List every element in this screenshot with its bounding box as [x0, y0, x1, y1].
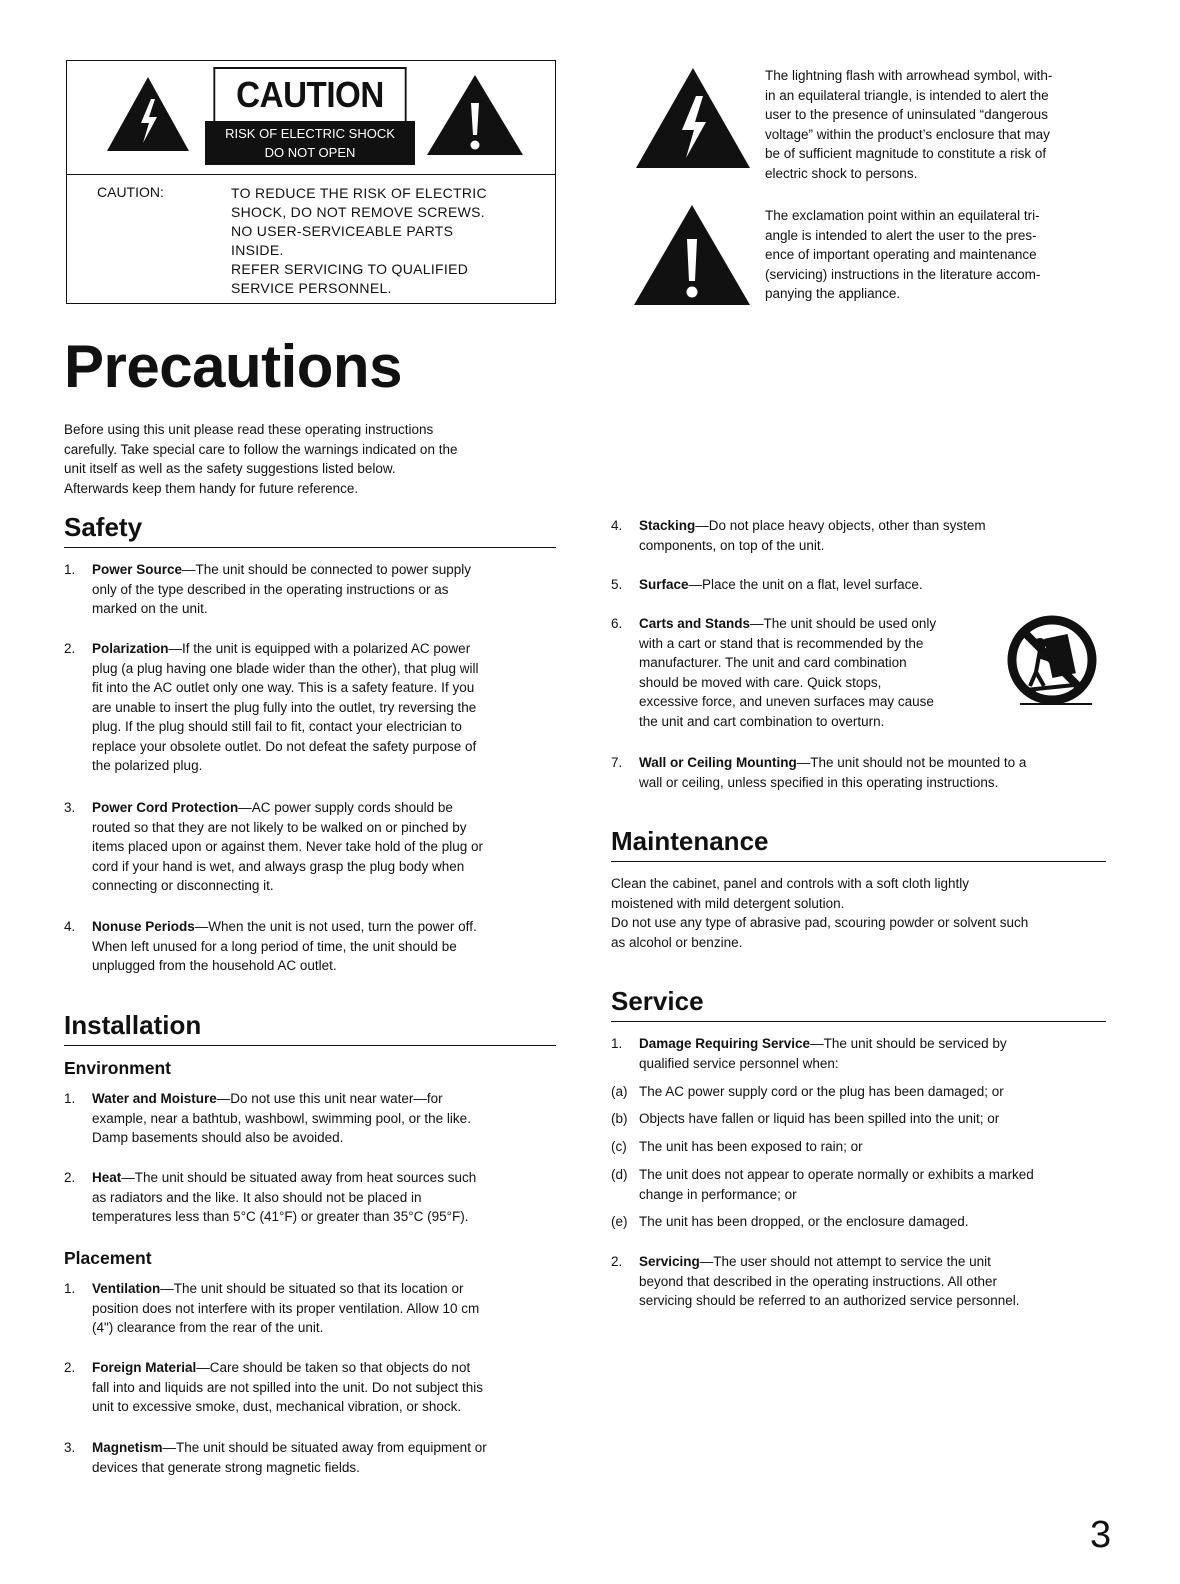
- safety-item-power-cord: [64, 798, 556, 898]
- lightning-symbol-icon: [634, 66, 752, 170]
- item-line: with a cart or stand that is recommended by the: [639, 635, 924, 651]
- item-line: —The unit should be situated away from heat sources such: [121, 1170, 477, 1185]
- env-item-water: [64, 1089, 556, 1149]
- item-line: —If the unit is equipped with a polarized AC power: [168, 641, 471, 656]
- subitem-line: The unit does not appear to operate normally or exhibits a marked: [639, 1167, 1034, 1182]
- item-line: —The unit should be connected to power supply: [182, 562, 471, 577]
- item-number: 1.: [64, 1091, 76, 1106]
- item-line: cord if your hand is wet, and always grasp the plug body when: [92, 858, 465, 874]
- exclamation-description: [765, 206, 1107, 304]
- item-number: 4.: [64, 919, 76, 934]
- item-line: replace your obsolete outlet. Do not defeat the safety purpose of: [92, 738, 477, 754]
- desc-line: user to the presence of uninsulated “dangerous: [765, 107, 1048, 122]
- item-line: —The unit should be used only: [750, 616, 937, 631]
- exclamation-symbol-icon: [632, 203, 752, 307]
- item-line: marked on the unit.: [92, 601, 208, 616]
- item-line: items placed upon or against them. Never take hold of the plug or: [92, 839, 483, 854]
- item-line: routed so that they are not likely to be walked on or pinched by: [92, 819, 467, 835]
- desc-line: electric shock to persons.: [765, 165, 918, 181]
- place-item-stacking: [611, 516, 1107, 556]
- item-line: are unable to insert the plug fully into the outlet, try reversing the: [92, 699, 477, 715]
- item-number: 2.: [64, 1170, 76, 1185]
- item-line: fit into the AC outlet only one way. This is a safety feature. If you: [92, 680, 475, 695]
- item-line: —The unit should not be mounted to a: [796, 755, 1027, 770]
- caution-title: CAUTION: [213, 67, 406, 121]
- caution-black-label: [205, 121, 415, 165]
- subitem-label: (e): [611, 1214, 628, 1229]
- caution-line1: RISK OF ELECTRIC SHOCK: [225, 126, 395, 141]
- item-title: Stacking: [639, 518, 696, 533]
- item-title: Nonuse Periods: [92, 919, 195, 934]
- desc-line: voltage” within the product’s enclosure that may: [765, 126, 1050, 142]
- item-title: Ventilation: [92, 1281, 161, 1296]
- placement-heading: Placement: [64, 1248, 152, 1268]
- item-line: —AC power supply cords should be: [238, 800, 453, 815]
- intro-line: carefully. Take special care to follow the warnings indicated on the: [64, 441, 458, 457]
- place-item-ventilation: [64, 1279, 556, 1339]
- item-line: components, on top of the unit.: [639, 537, 825, 553]
- service-subitem-d: [611, 1165, 1107, 1205]
- item-line: the polarized plug.: [92, 758, 203, 773]
- intro-line: Before using this unit please read these operating instructions: [64, 422, 434, 437]
- subitem-line: The unit has been exposed to rain; or: [639, 1139, 863, 1154]
- subitem-line: The AC power supply cord or the plug has been damaged; or: [639, 1084, 1004, 1099]
- item-line: servicing should be referred to an authorized service personnel.: [639, 1293, 1020, 1308]
- item-line: —The unit should be serviced by: [810, 1036, 1007, 1051]
- intro-line: Afterwards keep them handy for future reference.: [64, 480, 359, 496]
- subitem-label: (b): [611, 1111, 628, 1126]
- item-line: temperatures less than 5°C (41°F) or greater than 35°C (95°F).: [92, 1209, 469, 1224]
- item-title: Heat: [92, 1170, 122, 1185]
- maint-line: as alcohol or benzine.: [611, 934, 743, 950]
- safety-item-nonuse: [64, 917, 556, 977]
- item-line: only of the type described in the operating instructions or as: [92, 581, 449, 597]
- service-subitem-c: [611, 1137, 1107, 1157]
- caution-box: [66, 60, 556, 304]
- subitem-label: (d): [611, 1167, 628, 1182]
- item-title: Damage Requiring Service: [639, 1036, 811, 1051]
- item-line: —When the unit is not used, turn the power off.: [194, 919, 477, 934]
- environment-heading: Environment: [64, 1058, 171, 1078]
- caution-line2: DO NOT OPEN: [264, 145, 356, 160]
- item-line: position does not interfere with its proper ventilation. Allow 10 cm: [92, 1300, 480, 1316]
- service-subitem-b: [611, 1109, 1107, 1129]
- item-title: Power Source: [92, 562, 183, 577]
- item-number: 3.: [64, 800, 76, 815]
- item-number: 2.: [64, 641, 76, 656]
- service-item-damage: [611, 1034, 1107, 1074]
- safety-item-power-source: [64, 560, 556, 620]
- item-title: Foreign Material: [92, 1360, 197, 1375]
- item-line: Damp basements should also be avoided.: [92, 1130, 344, 1145]
- safety-item-polarization: [64, 639, 556, 779]
- cart-warning-icon: [1000, 614, 1104, 706]
- item-line: When left unused for a long period of time, the unit should be: [92, 938, 457, 954]
- item-line: unplugged from the household AC outlet.: [92, 958, 337, 973]
- maintenance-heading: Maintenance: [611, 826, 769, 856]
- item-line: fall into and liquids are not spilled into the unit. Do not subject this: [92, 1379, 483, 1395]
- item-number: 1.: [64, 1281, 76, 1296]
- place-item-surface: [611, 575, 1107, 595]
- maintenance-text: [611, 874, 1106, 952]
- item-line: —Place the unit on a flat, level surface.: [688, 577, 923, 592]
- item-title: Water and Moisture: [92, 1091, 217, 1106]
- item-line: devices that generate strong magnetic fields.: [92, 1459, 360, 1475]
- subitem-label: (a): [611, 1084, 628, 1099]
- item-number: 5.: [611, 577, 623, 592]
- desc-line: panying the appliance.: [765, 286, 901, 301]
- item-line: plug (a plug having one blade wider than the other), that plug will: [92, 660, 479, 676]
- installation-heading: Installation: [64, 1010, 202, 1040]
- caution-text-line: SERVICE PERSONNEL.: [231, 280, 392, 296]
- subitem-line: Objects have fallen or liquid has been spilled into the unit; or: [639, 1111, 1000, 1126]
- desc-line: (servicing) instructions in the literature accom-: [765, 266, 1041, 282]
- subitem-line: change in performance; or: [639, 1186, 797, 1202]
- caution-text-line: SHOCK, DO NOT REMOVE SCREWS.: [231, 204, 485, 220]
- desc-line: ence of important operating and maintenance: [765, 247, 1037, 262]
- item-line: wall or ceiling, unless specified in this operating instructions.: [639, 774, 999, 790]
- desc-line: in an equilateral triangle, is intended to alert the: [765, 87, 1049, 103]
- item-number: 3.: [64, 1440, 76, 1455]
- caution-text-label: CAUTION:: [97, 184, 164, 200]
- item-line: should be moved with care. Quick stops,: [639, 674, 882, 690]
- safety-heading: Safety: [64, 512, 143, 542]
- service-heading: Service: [611, 986, 704, 1016]
- item-line: connecting or disconnecting it.: [92, 878, 274, 893]
- lightning-warning-icon: [105, 75, 191, 153]
- maint-line: Do not use any type of abrasive pad, scouring powder or solvent such: [611, 915, 1029, 930]
- service-subitem-a: [611, 1082, 1107, 1102]
- maint-line: Clean the cabinet, panel and controls with a soft cloth lightly: [611, 876, 969, 891]
- item-title: Polarization: [92, 641, 169, 656]
- maint-line: moistened with mild detergent solution.: [611, 895, 845, 911]
- item-line: manufacturer. The unit and card combination: [639, 655, 907, 670]
- caution-text-line: TO REDUCE THE RISK OF ELECTRIC: [231, 185, 487, 201]
- item-line: qualified service personnel when:: [639, 1055, 839, 1071]
- item-line: —Do not place heavy objects, other than system: [695, 518, 986, 533]
- subitem-label: (c): [611, 1139, 627, 1154]
- item-line: excessive force, and uneven surfaces may cause: [639, 694, 934, 709]
- item-line: —Care should be taken so that objects do not: [196, 1360, 471, 1375]
- item-number: 1.: [64, 562, 76, 577]
- item-line: example, near a bathtub, washbowl, swimming pool, or the like.: [92, 1110, 471, 1126]
- item-line: —The unit should be situated so that its location or: [160, 1281, 464, 1296]
- caution-text-line: INSIDE.: [231, 242, 284, 258]
- place-item-foreign: [64, 1358, 556, 1418]
- item-line: beyond that described in the operating instructions. All other: [639, 1273, 997, 1289]
- item-title: Wall or Ceiling Mounting: [639, 755, 797, 770]
- item-number: 7.: [611, 755, 623, 770]
- item-number: 4.: [611, 518, 623, 533]
- item-title: Carts and Stands: [639, 616, 751, 631]
- item-number: 2.: [64, 1360, 76, 1375]
- item-title: Servicing: [639, 1254, 700, 1269]
- caution-label-box: [205, 67, 415, 169]
- desc-line: angle is intended to alert the user to the pres-: [765, 227, 1037, 243]
- desc-line: The exclamation point within an equilateral tri-: [765, 208, 1040, 223]
- page-number: 3: [1090, 1514, 1112, 1556]
- item-line: as radiators and the like. It also should not be placed in: [92, 1189, 422, 1205]
- item-number: 2.: [611, 1254, 623, 1269]
- desc-line: be of sufficient magnitude to constitute a risk of: [765, 146, 1047, 161]
- service-item-servicing: [611, 1252, 1107, 1312]
- item-line: (4") clearance from the rear of the unit.: [92, 1320, 324, 1335]
- item-line: the unit and cart combination to overturn.: [639, 713, 885, 729]
- item-title: Power Cord Protection: [92, 800, 239, 815]
- item-line: plug. If the plug should still fail to fit, contact your electrician to: [92, 719, 462, 734]
- item-number: 6.: [611, 616, 623, 631]
- service-subitem-e: [611, 1212, 1107, 1232]
- intro-line: unit itself as well as the safety suggestions listed below.: [64, 461, 396, 476]
- page-title: Precautions: [64, 333, 402, 400]
- item-title: Surface: [639, 577, 689, 592]
- item-line: —The unit should be situated away from equipment or: [162, 1440, 487, 1455]
- desc-line: The lightning flash with arrowhead symbol, with-: [765, 68, 1053, 83]
- lightning-description: [765, 66, 1107, 183]
- place-item-magnetism: [64, 1438, 556, 1478]
- intro-text: [64, 420, 556, 498]
- item-line: —The user should not attempt to service the unit: [699, 1254, 991, 1269]
- place-item-wall: [611, 753, 1107, 793]
- env-item-heat: [64, 1168, 556, 1228]
- item-number: 1.: [611, 1036, 623, 1051]
- item-title: Magnetism: [92, 1440, 163, 1455]
- caution-text-line: NO USER-SERVICEABLE PARTS: [231, 223, 454, 239]
- caution-text: [231, 184, 487, 298]
- caution-text-line: REFER SERVICING TO QUALIFIED: [231, 261, 469, 277]
- exclamation-warning-icon: [425, 73, 525, 157]
- subitem-line: The unit has been dropped, or the enclosure damaged.: [639, 1214, 969, 1229]
- item-line: unit to excessive smoke, dust, mechanical vibration, or shock.: [92, 1399, 462, 1414]
- item-line: —Do not use this unit near water—for: [216, 1091, 443, 1106]
